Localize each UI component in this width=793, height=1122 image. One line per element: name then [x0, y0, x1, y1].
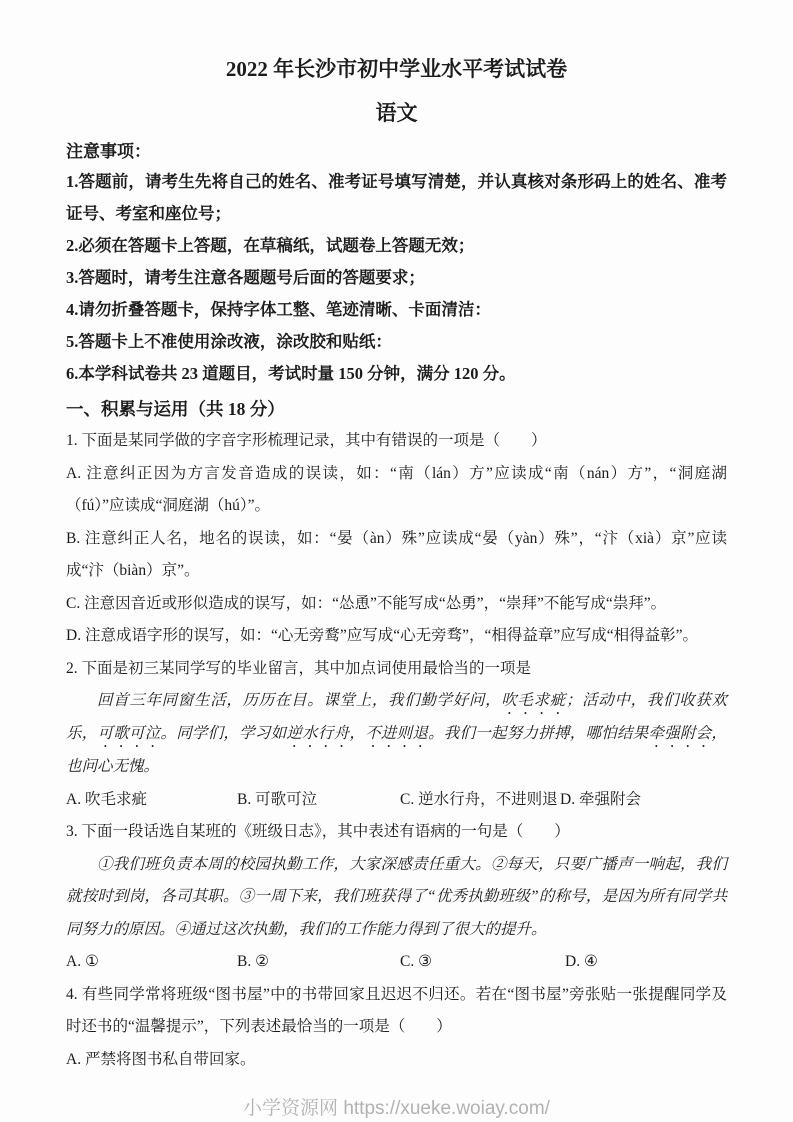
- q3-passage: ①我们班负责本周的校园执勤工作，大家深感责任重大。②每天，只要广播声一响起，我们就按时到岗，各司其职。③一周下来，我们班获得了“优秀执勤班级”的称号，是因为所有同学共同努力的原因。④通过这次执勤，我们的工作能力得到了很大的提升。: [66, 855, 727, 938]
- q3-stem: 3. 下面一段话选自某班的《班级日志》，其中表述有语病的一句是（ ）: [66, 823, 570, 840]
- q2-stem: 2. 下面是初三某同学写的毕业留言，其中加点词使用最恰当的一项是: [66, 659, 532, 677]
- notice-item: 3.答题时，请考生注意各题题号后面的答题要求；: [66, 268, 425, 287]
- option-item: B. 注意纠正人名，地名的误读，如：“晏（àn）殊”应读成“晏（yàn）殊”，“汴（xià）京”应读成“汴（biàn）京”。: [66, 529, 727, 579]
- notice-item: 1.答题前，请考生先将自己的姓名、准考证号填写清楚，并认真核对条形码上的姓名、准考证号、考室和座位号；: [66, 172, 727, 223]
- option-item: A. ①: [66, 953, 99, 970]
- notices-heading: 注意事项：: [66, 142, 151, 161]
- option-item: B. ②: [237, 953, 269, 970]
- q4-stem: 4. 有些同学常将班级“图书屋”中的书带回家且迟迟不归还。若在“图书屋”旁张贴一张提醒同学及时还书的“温馨提示”，下列表述最恰当的一项是（ ）: [66, 985, 727, 1035]
- exam-title: 2022 年长沙市初中学业水平考试试卷: [225, 57, 568, 81]
- question-4: [66, 979, 727, 1077]
- q4-options: [66, 1044, 727, 1077]
- notices-section: [66, 140, 727, 390]
- passage-text: 回首三年同窗生活，历历在目。课堂上，我们勤学好问，: [97, 692, 502, 709]
- q2-options: [66, 784, 727, 817]
- notices-list: [66, 166, 727, 390]
- option-item: C. 注意因音近或形似造成的误写，如：“怂恿”不能写成“怂勇”，“崇拜”不能写成“祟拜”。: [66, 594, 667, 612]
- question-1: [66, 425, 727, 653]
- option-item: B. 可歌可泣: [237, 790, 318, 808]
- q1-options: [66, 458, 727, 653]
- option-item: C. ③: [400, 953, 432, 970]
- option-item: D. 注意成语字形的误写，如：“心无旁鹜”应写成“心无旁骛”，“相得益章”应写成“相得益彰”。: [66, 627, 698, 644]
- question-2: [66, 653, 727, 817]
- section-one-heading: 一、积累与运用（共 18 分）: [66, 399, 285, 419]
- passage-text: 。我们一起努力拼搏，哪怕结果: [428, 725, 649, 742]
- emphasized-phrase: 逆水行舟，不进则退: [286, 725, 429, 742]
- option-item: D. ④: [565, 953, 598, 970]
- exam-subject: 语文: [375, 101, 418, 125]
- option-item: A. 吹毛求疵: [66, 790, 147, 808]
- q3-options: [66, 946, 727, 979]
- q2-passage: [66, 685, 727, 784]
- watermark-footer: 小学资源网 https://xueke.woiay.com/: [243, 1098, 550, 1119]
- notice-item: 6.本学科试卷共 23 道题目，考试时量 150 分钟，满分 120 分。: [66, 364, 516, 383]
- emphasized-phrase: 牵强附会: [648, 725, 712, 742]
- option-item: D. 牵强附会: [560, 790, 641, 808]
- notice-item: 4.请勿折叠答题卡，保持字体工整、笔迹清晰、卡面清洁：: [66, 300, 491, 319]
- option-item: A. 注意纠正因为方言发音造成的误读，如：“南（lán）方”应读成“南（nán）方”，“洞庭湖（fú）”应读成“洞庭湖（hú）”。: [66, 464, 727, 514]
- passage-text: ，也问心无愧。: [66, 725, 727, 775]
- option-item: A. 严禁将图书私自带回家。: [66, 1050, 256, 1068]
- notice-item: 5.答题卡上不准使用涂改液，涂改胶和贴纸：: [66, 332, 392, 351]
- passage-text: 。同学们，学习如: [160, 725, 287, 742]
- q1-stem: 1. 下面是某同学做的字音字形梳理记录，其中有错误的一项是（ ）: [66, 432, 547, 449]
- emphasized-phrase: 吹毛求疵: [501, 692, 566, 709]
- question-3: [66, 816, 727, 979]
- emphasized-phrase: 可歌可泣: [97, 725, 161, 742]
- passage-text: ；活动中，我们收获欢乐，: [66, 692, 727, 742]
- option-item: C. 逆水行舟，不进则退: [400, 790, 558, 808]
- notice-item: 2.必须在答题卡上答题，在草稿纸，试题卷上答题无效；: [66, 236, 475, 255]
